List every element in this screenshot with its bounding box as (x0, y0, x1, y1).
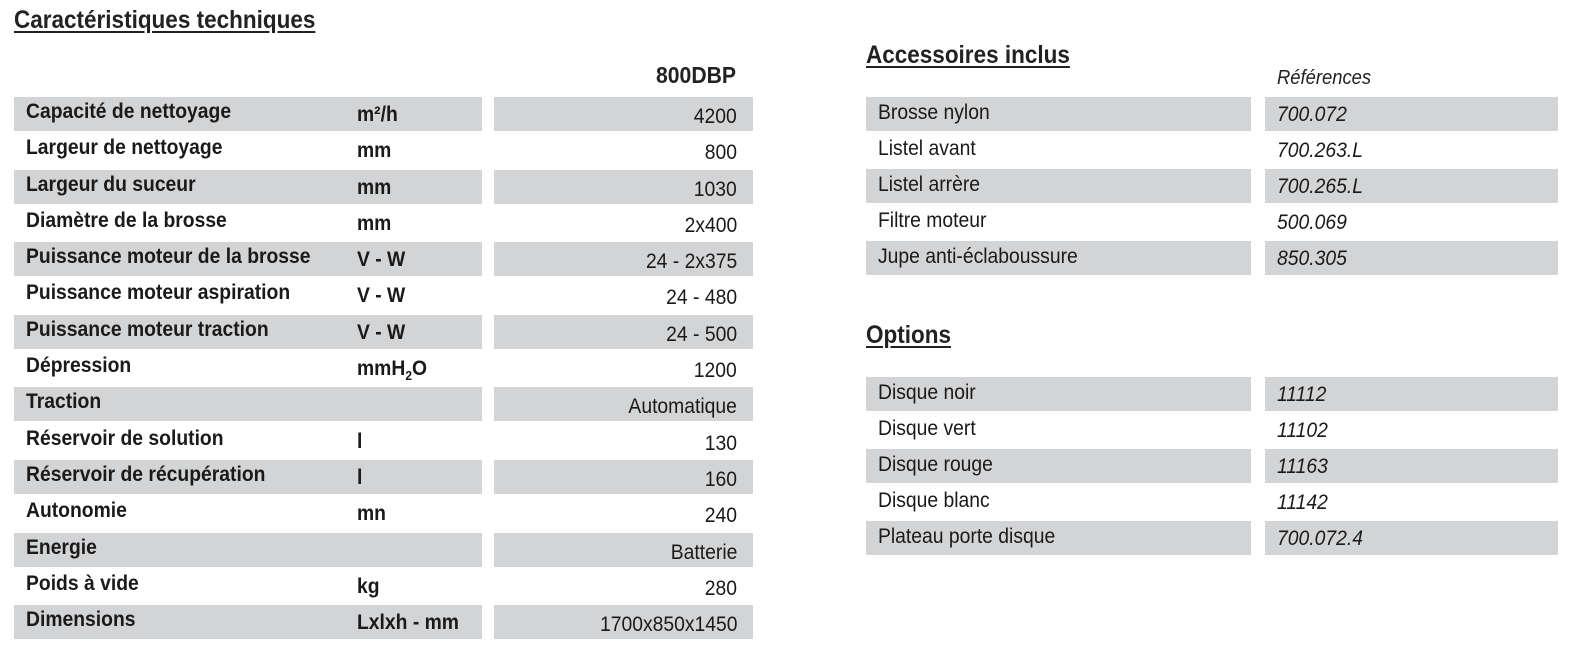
accessory-ref: 700.265.L (1277, 175, 1363, 198)
spec-label: Puissance moteur traction (26, 317, 269, 341)
option-ref: 700.072.4 (1277, 527, 1363, 550)
accessories-section-title: Accessoires inclus (866, 41, 1070, 69)
spec-label: Dimensions (26, 608, 136, 632)
option-name-cell (866, 485, 1251, 519)
accessory-ref: 700.263.L (1277, 139, 1363, 162)
spec-value: 1700x850x1450 (599, 613, 737, 637)
spec-label-cell (14, 424, 482, 458)
spec-label-cell (14, 206, 482, 240)
spec-value: 130 (704, 431, 737, 455)
option-ref: 11112 (1277, 383, 1327, 406)
spec-value: Automatique (628, 395, 737, 419)
accessory-name: Listel avant (878, 137, 976, 160)
option-ref-cell (1265, 377, 1558, 411)
spec-label-cell (14, 278, 482, 312)
spec-label-cell (14, 97, 482, 131)
spec-value-cell (494, 133, 753, 167)
accessory-ref: 700.072 (1277, 103, 1347, 126)
spec-value-cell (494, 496, 753, 530)
accessory-name-cell (866, 169, 1251, 203)
spec-unit: V - W (357, 320, 406, 344)
model-column-header: 800DBP (656, 62, 736, 88)
spec-value: 24 - 500 (666, 322, 737, 346)
accessory-name-cell (866, 205, 1251, 239)
spec-label: Largeur de nettoyage (26, 136, 223, 160)
spec-unit: mm (357, 139, 392, 163)
spec-value: 24 - 2x375 (645, 250, 737, 274)
option-name-cell (866, 521, 1251, 555)
spec-label-cell (14, 460, 482, 494)
spec-label-cell (14, 387, 482, 421)
spec-label-cell (14, 569, 482, 603)
spec-label-cell (14, 242, 482, 276)
spec-label-cell (14, 133, 482, 167)
spec-value: 160 (704, 467, 737, 491)
spec-value-cell (494, 242, 753, 276)
spec-value-cell (494, 278, 753, 312)
spec-value-cell (494, 460, 753, 494)
spec-value: 280 (704, 576, 737, 600)
options-section-title: Options (866, 321, 951, 349)
spec-value: 240 (704, 504, 737, 528)
accessory-name: Filtre moteur (878, 209, 987, 232)
spec-value: 24 - 480 (666, 286, 737, 310)
spec-label-cell (14, 170, 482, 204)
unit-suffix: O (411, 357, 428, 381)
spec-value-cell (494, 206, 753, 240)
spec-label: Diamètre de la brosse (26, 208, 227, 232)
spec-value-cell (494, 605, 753, 639)
spec-value-cell (494, 315, 753, 349)
spec-value-cell (494, 533, 753, 567)
spec-unit: mn (357, 502, 386, 526)
option-name: Disque rouge (878, 453, 993, 476)
accessory-name-cell (866, 133, 1251, 167)
option-name-cell (866, 413, 1251, 447)
spec-label-cell (14, 533, 482, 567)
spec-value-cell (494, 424, 753, 458)
accessory-ref-cell (1265, 97, 1558, 131)
spec-label: Réservoir de récupération (26, 462, 266, 486)
accessory-ref: 850.305 (1277, 247, 1347, 270)
accessory-name-cell (866, 97, 1251, 131)
option-ref-cell (1265, 413, 1558, 447)
option-ref: 11163 (1277, 455, 1328, 478)
spec-label: Puissance moteur aspiration (26, 281, 291, 305)
option-ref-cell (1265, 449, 1558, 483)
option-ref: 11142 (1277, 491, 1328, 514)
spec-value: 1030 (694, 177, 737, 201)
spec-value-cell (494, 97, 753, 131)
unit-subscript: 2 (405, 368, 412, 384)
accessory-name: Brosse nylon (878, 101, 990, 124)
spec-value: 800 (704, 141, 737, 165)
spec-label: Capacité de nettoyage (26, 100, 232, 123)
spec-label: Largeur du suceur (26, 172, 196, 196)
spec-value: Batterie (670, 540, 737, 564)
unit-base: mmH (357, 357, 406, 381)
accessory-ref-cell (1265, 169, 1558, 203)
spec-label: Poids à vide (26, 571, 139, 595)
spec-label: Energie (26, 535, 97, 559)
spec-unit: mm (357, 175, 392, 199)
spec-unit (357, 357, 427, 383)
spec-unit: m²/h (357, 103, 398, 126)
spec-unit: mm (357, 211, 392, 235)
spec-unit: l (357, 429, 363, 453)
spec-value: 2x400 (684, 213, 737, 237)
option-name: Plateau porte disque (878, 525, 1056, 548)
spec-unit: Lxlxh - mm (357, 611, 459, 635)
option-name-cell (866, 377, 1251, 411)
accessory-name: Listel arrère (878, 173, 981, 196)
accessory-name-cell (866, 241, 1251, 275)
spec-value: 1200 (694, 359, 737, 383)
spec-label: Réservoir de solution (26, 426, 224, 450)
option-name: Disque noir (878, 381, 976, 404)
accessory-name: Jupe anti-éclaboussure (878, 245, 1078, 268)
spec-unit: kg (357, 574, 380, 598)
spec-unit: V - W (357, 248, 406, 272)
spec-value-cell (494, 351, 753, 385)
spec-unit: V - W (357, 284, 406, 308)
accessory-ref-cell (1265, 205, 1558, 239)
accessory-ref-cell (1265, 133, 1558, 167)
spec-unit: l (357, 465, 363, 489)
spec-label-cell (14, 315, 482, 349)
spec-label-cell (14, 351, 482, 385)
option-ref-cell (1265, 485, 1558, 519)
spec-label: Puissance moteur de la brosse (26, 245, 311, 269)
option-ref-cell (1265, 521, 1558, 555)
specs-section-title: Caractéristiques techniques (14, 6, 316, 34)
accessory-ref-cell (1265, 241, 1558, 275)
references-column-header: Références (1277, 67, 1372, 89)
spec-label: Dépression (26, 354, 132, 378)
spec-value-cell (494, 569, 753, 603)
option-name: Disque vert (878, 417, 976, 440)
option-ref: 11102 (1277, 419, 1328, 442)
spec-label-cell (14, 605, 482, 639)
spec-label: Traction (26, 390, 102, 414)
spec-label-cell (14, 496, 482, 530)
accessory-ref: 500.069 (1277, 211, 1347, 234)
spec-value-cell (494, 170, 753, 204)
option-name-cell (866, 449, 1251, 483)
spec-value-cell (494, 387, 753, 421)
spec-value: 4200 (694, 105, 737, 128)
spec-label: Autonomie (26, 499, 127, 523)
option-name: Disque blanc (878, 489, 990, 512)
